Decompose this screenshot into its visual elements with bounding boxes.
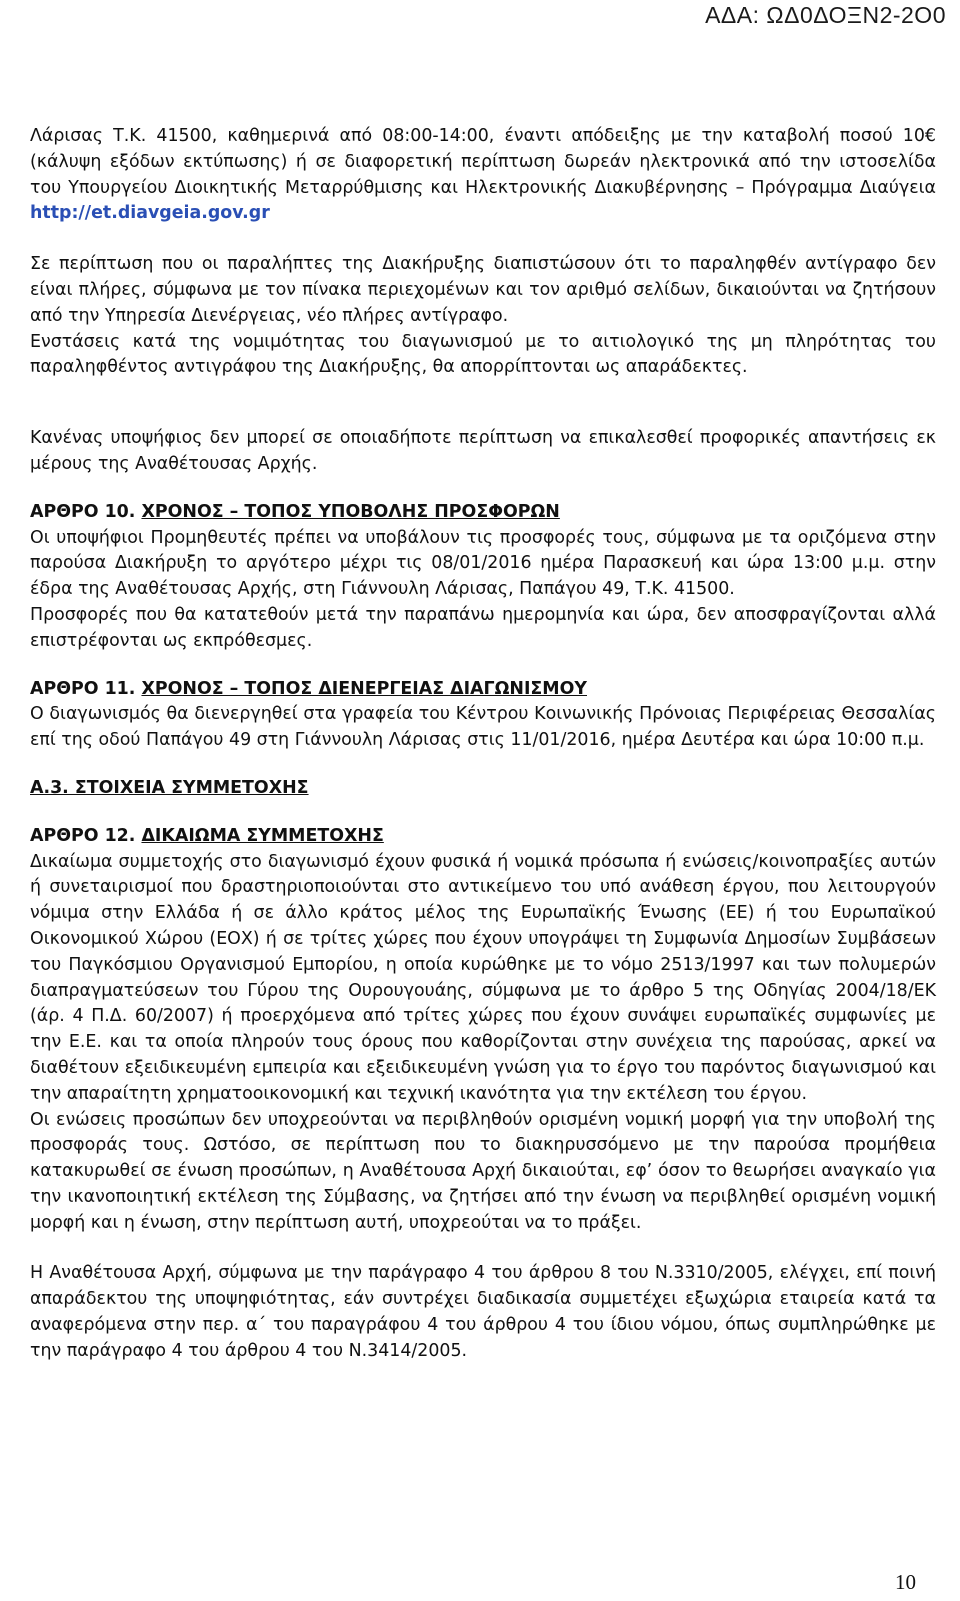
section-a3-title: Α.3. ΣΤΟΙΧΕΙΑ ΣΥΜΜΕΤΟΧΗΣ [30, 777, 309, 798]
article-10-paragraph-1: Οι υποψήφιοι Προμηθευτές πρέπει να υποβάλουν τις προσφορές τους, σύμφωνα με τα οριζόμενα στην παρούσα Διακήρυξη το αργότερο μέχρι τις 08/01/2016 ημέρα Παρασκευή και ώρα 13:00 μ.μ. στην έδρα της Αναθέτουσας Αρχής, στη Γιάννουλη Λάρισας, Παπάγου 49, Τ.Κ. 41500. [30, 527, 936, 600]
paragraph-availability-text: Λάρισας Τ.Κ. 41500, καθημερινά από 08:00-14:00, έναντι απόδειξης με την καταβολή ποσού 10€ (κάλυψη εξόδων εκτύπωσης) ή σε διαφορετική περίπτωση δωρεάν ηλεκτρονικά από την ιστοσελίδα του Υπουργείου Διοικητικής Μεταρρύθμισης και Ηλεκτρονικής Διακυβέρνησης – Πρόγραμμα Διαύγεια [30, 126, 936, 198]
article-12-label: ΑΡΘΡΟ 12. [30, 825, 136, 846]
article-12-paragraph-1: Δικαίωμα συμμετοχής στο διαγωνισμό έχουν φυσικά ή νομικά πρόσωπα ή ενώσεις/κοινοπραξίες αυτών ή συνεταιρισμοί που δραστηριοποιούνται στο αντικείμενο του υπό ανάθεση έργου, που λειτουργούν νόμιμα στην Ελλάδα ή σε άλλο κράτος μέλος της Ευρωπαϊκής Ένωσης (ΕΕ) ή του Ευρωπαϊκού Οικονομικού Χώρου (ΕΟΧ) ή σε τρίτες χώρες που έχουν υπογράψει τη Συμφωνία Δημοσίων Συμβάσεων του Παγκόσμιου Οργανισμού Εμπορίου, η οποία κυρώθηκε με το νόμο 2513/1997 και των πολυμερών διαπραγματεύσεων του Γύρου της Ουρουγουάης, σύμφωνα με το άρθρο 5 της Οδηγίας 2004/18/ΕΚ (άρ. 4 Π.Δ. 60/2007) ή προερχόμενα από τρίτες χώρες που έχουν συνάψει ευρωπαϊκές συμφωνίες με την Ε.Ε. και τα οποία πληρούν τους όρους που καθορίζονται στην συνέχεια της παρούσας, αρκεί να διαθέτουν εξειδικευμένη εμπειρία και εξειδικευμένη γνώση για το έργο του παρόντος διαγωνισμού και την απαραίτητη χρηματοοικονομική και τεχνική ικανότητα για την εκτέλεση του έργου. [30, 851, 936, 1104]
article-12-heading [30, 824, 936, 850]
article-12-paragraph-2: Οι ενώσεις προσώπων δεν υποχρεούνται να περιβληθούν ορισμένη νομική μορφή για την υποβολή της προσφοράς τους. Ωστόσο, σε περίπτωση που το διακηρυσσόμενο με την παρούσα προμήθεια κατακυρωθεί σε ένωση προσώπων, η Αναθέτουσα Αρχή δικαιούται, εφ’ όσον το θεωρήσει αναγκαίο για την ικανοποιητική εκτέλεση της Σύμβασης, να ζητήσει από την ένωση να περιβληθεί ορισμένη νομική μορφή και η ένωση, στην περίπτωση αυτή, υποχρεούται να το πράξει. [30, 1109, 936, 1233]
article-11-heading [30, 677, 936, 703]
article-11-title: ΧΡΟΝΟΣ – ΤΟΠΟΣ ΔΙΕΝΕΡΓΕΙΑΣ ΔΙΑΓΩΝΙΣΜΟΥ [141, 678, 587, 699]
article-12-paragraph-3: Η Αναθέτουσα Αρχή, σύμφωνα με την παράγραφο 4 του άρθρου 8 του Ν.3310/2005, ελέγχει, επί ποινή απαράδεκτου της υποψηφιότητας, εάν συντρέχει διαδικασία συμμετέχει εξωχώρια εταιρεία κατά τα αναφερόμενα στην περ. α΄ του παραγράφου 4 του άρθρου 4 του ίδιου νόμου, όπως συμπληρώθηκε με την παράγραφο 4 του άρθρου 4 του Ν.3414/2005. [30, 1263, 936, 1361]
article-11-paragraph-1: Ο διαγωνισμός θα διενεργηθεί στα γραφεία του Κέντρου Κοινωνικής Πρόνοιας Περιφέρειας Θεσσαλίας επί της οδού Παπάγου 49 στη Γιάννουλη Λάρισας στις 11/01/2016, ημέρα Δευτέρα και ώρα 10:00 π.μ. [30, 704, 936, 751]
paragraph-no-oral-answers: Κανένας υποψήφιος δεν μπορεί σε οποιαδήποτε περίπτωση να επικαλεσθεί προφορικές απαντήσεις εκ μέρους της Αναθέτουσας Αρχής. [30, 428, 936, 474]
article-10-paragraph-2: Προσφορές που θα κατατεθούν μετά την παραπάνω ημερομηνία και ώρα, δεν αποσφραγίζονται αλλά επιστρέφονται ως εκπρόθεσμες. [30, 604, 936, 651]
paragraph-incomplete-copy: Σε περίπτωση που οι παραλήπτες της Διακήρυξης διαπιστώσουν ότι το παραληφθέν αντίγραφο δεν είναι πλήρες, σύμφωνα με τον πίνακα περιεχομένων και τον αριθμό σελίδων, δικαιούνται να ζητήσουν από την Υπηρεσία Διενέργειας, νέο πλήρες αντίγραφο. [30, 254, 936, 326]
paragraph-availability [30, 124, 936, 227]
article-11-label: ΑΡΘΡΟ 11. [30, 678, 136, 699]
article-10-title: ΧΡΟΝΟΣ – ΤΟΠΟΣ ΥΠΟΒΟΛΗΣ ΠΡΟΣΦΟΡΩΝ [141, 501, 560, 522]
article-10-heading [30, 500, 936, 526]
ada-code: ΑΔΑ: ΩΔ0ΔΟΞΝ2-2Ο0 [705, 2, 946, 28]
section-a3-heading [30, 776, 936, 802]
article-12-title: ΔΙΚΑΙΩΜΑ ΣΥΜΜΕΤΟΧΗΣ [141, 825, 384, 846]
page-number: 10 [895, 1570, 916, 1594]
article-10-label: ΑΡΘΡΟ 10. [30, 501, 136, 522]
paragraph-objections: Ενστάσεις κατά της νομιμότητας του διαγωνισμού με το αιτιολογικό της μη πληρότητας του παραληφθέντος αντιγράφου της Διακήρυξης, θα απορρίπτονται ως απαράδεκτες. [30, 331, 936, 378]
diavgeia-link[interactable]: http://et.diavgeia.gov.gr [30, 203, 270, 224]
document-body [30, 124, 936, 1365]
